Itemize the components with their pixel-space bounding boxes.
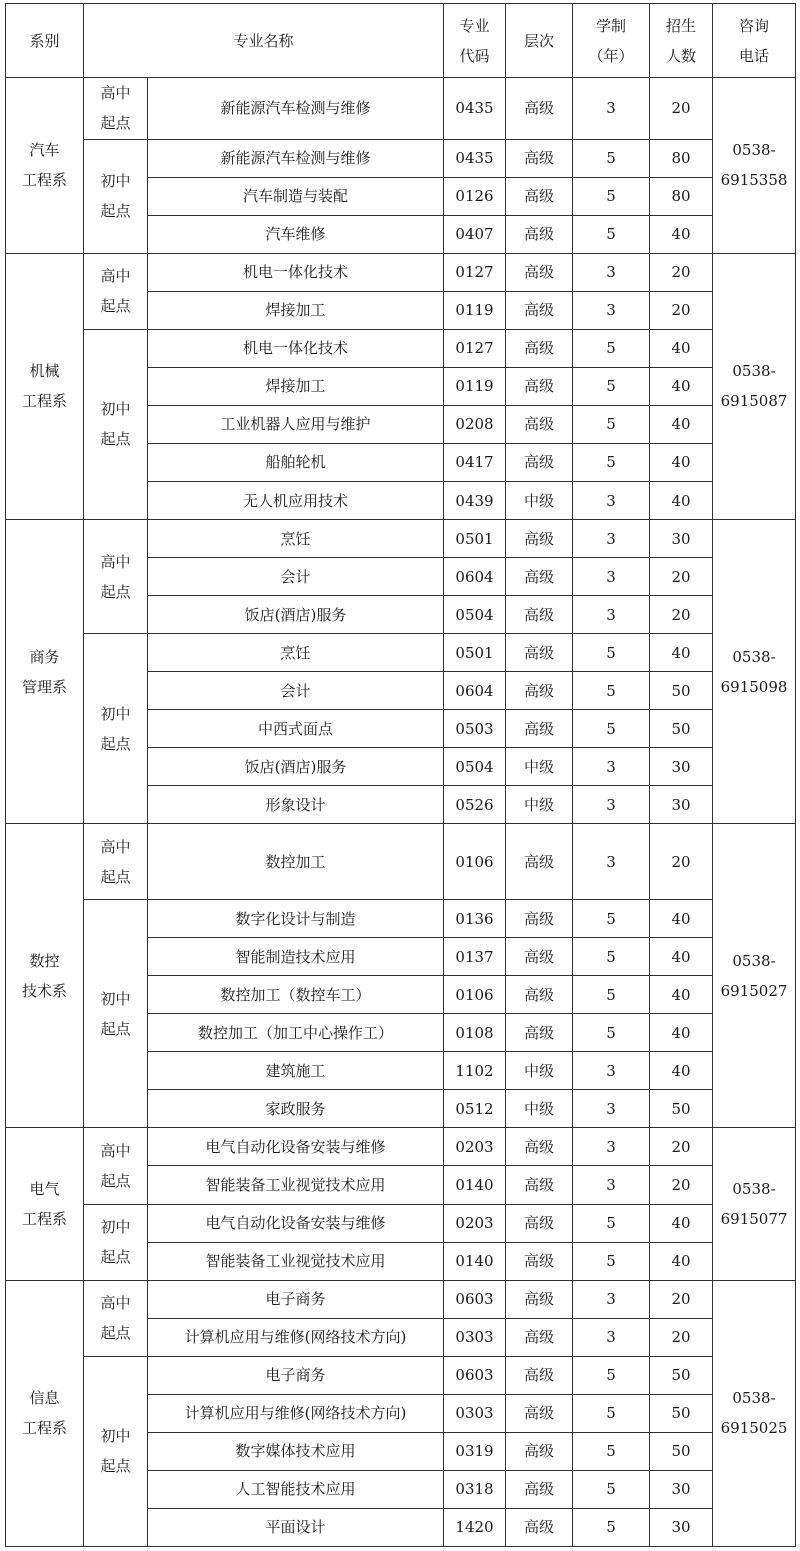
enrollment-quota: 40 xyxy=(650,634,713,672)
enrollment-quota: 20 xyxy=(650,596,713,634)
header-years: 学制 （年） xyxy=(573,4,650,78)
major-code: 0136 xyxy=(444,900,506,938)
table-row xyxy=(6,78,796,140)
major-name: 数控加工（数控车工） xyxy=(148,976,444,1014)
major-code: 0603 xyxy=(444,1356,506,1394)
enrollment-quota: 40 xyxy=(650,976,713,1014)
enrollment-quota: 30 xyxy=(650,1470,713,1508)
major-name: 汽车制造与装配 xyxy=(148,177,444,215)
major-code: 0504 xyxy=(444,748,506,786)
major-name: 数控加工（加工中心操作工） xyxy=(148,1014,444,1052)
admissions-table xyxy=(5,3,796,1547)
training-level: 中级 xyxy=(506,786,573,824)
study-years: 3 xyxy=(573,1128,650,1166)
table-row xyxy=(6,520,796,558)
enrollment-quota: 80 xyxy=(650,177,713,215)
study-years: 3 xyxy=(573,1166,650,1204)
enrollment-quota: 50 xyxy=(650,672,713,710)
training-level: 高级 xyxy=(506,1508,573,1546)
major-name: 汽车维修 xyxy=(148,215,444,253)
study-years: 5 xyxy=(573,405,650,443)
major-code: 0127 xyxy=(444,329,506,367)
major-name: 机电一体化技术 xyxy=(148,329,444,367)
training-level: 高级 xyxy=(506,1166,573,1204)
enrollment-quota: 20 xyxy=(650,253,713,291)
major-code: 0604 xyxy=(444,558,506,596)
training-level: 高级 xyxy=(506,253,573,291)
enrollment-quota: 20 xyxy=(650,824,713,900)
major-code: 0435 xyxy=(444,139,506,177)
table-body xyxy=(6,78,796,1547)
training-level: 中级 xyxy=(506,1090,573,1128)
enrollment-origin: 高中 起点 xyxy=(84,253,148,329)
contact-phone: 0538- 6915077 xyxy=(713,1128,796,1280)
training-level: 高级 xyxy=(506,1318,573,1356)
table-row xyxy=(6,1128,796,1166)
major-name: 家政服务 xyxy=(148,1090,444,1128)
major-code: 0140 xyxy=(444,1242,506,1280)
enrollment-quota: 20 xyxy=(650,1318,713,1356)
training-level: 中级 xyxy=(506,748,573,786)
training-level: 高级 xyxy=(506,1432,573,1470)
enrollment-origin: 高中 起点 xyxy=(84,1280,148,1356)
major-code: 0303 xyxy=(444,1318,506,1356)
study-years: 5 xyxy=(573,900,650,938)
training-level: 高级 xyxy=(506,938,573,976)
major-name: 会计 xyxy=(148,672,444,710)
enrollment-quota: 20 xyxy=(650,1128,713,1166)
major-name: 智能制造技术应用 xyxy=(148,938,444,976)
table-row xyxy=(6,634,796,672)
enrollment-quota: 20 xyxy=(650,291,713,329)
study-years: 5 xyxy=(573,1242,650,1280)
study-years: 3 xyxy=(573,596,650,634)
major-code: 0108 xyxy=(444,1014,506,1052)
major-name: 平面设计 xyxy=(148,1508,444,1546)
training-level: 高级 xyxy=(506,1242,573,1280)
training-level: 高级 xyxy=(506,443,573,481)
enrollment-quota: 50 xyxy=(650,1090,713,1128)
training-level: 高级 xyxy=(506,976,573,1014)
study-years: 5 xyxy=(573,329,650,367)
study-years: 3 xyxy=(573,824,650,900)
study-years: 3 xyxy=(573,748,650,786)
major-name: 电气自动化设备安装与维修 xyxy=(148,1204,444,1242)
major-name: 烹饪 xyxy=(148,634,444,672)
enrollment-quota: 50 xyxy=(650,710,713,748)
major-code: 1102 xyxy=(444,1052,506,1090)
enrollment-quota: 40 xyxy=(650,1204,713,1242)
department-name: 商务 管理系 xyxy=(6,520,84,824)
major-name: 数字媒体技术应用 xyxy=(148,1432,444,1470)
major-code: 1420 xyxy=(444,1508,506,1546)
study-years: 5 xyxy=(573,634,650,672)
major-name: 中西式面点 xyxy=(148,710,444,748)
training-level: 高级 xyxy=(506,1204,573,1242)
training-level: 高级 xyxy=(506,1394,573,1432)
major-code: 0604 xyxy=(444,672,506,710)
major-name: 计算机应用与维修(网络技术方向) xyxy=(148,1318,444,1356)
major-name: 人工智能技术应用 xyxy=(148,1470,444,1508)
study-years: 3 xyxy=(573,1090,650,1128)
study-years: 5 xyxy=(573,1432,650,1470)
enrollment-quota: 30 xyxy=(650,1508,713,1546)
major-name: 智能装备工业视觉技术应用 xyxy=(148,1242,444,1280)
enrollment-quota: 30 xyxy=(650,786,713,824)
training-level: 高级 xyxy=(506,139,573,177)
major-name: 新能源汽车检测与维修 xyxy=(148,139,444,177)
table-row xyxy=(6,900,796,938)
study-years: 5 xyxy=(573,672,650,710)
enrollment-quota: 40 xyxy=(650,900,713,938)
study-years: 3 xyxy=(573,1052,650,1090)
study-years: 5 xyxy=(573,215,650,253)
major-code: 0407 xyxy=(444,215,506,253)
major-code: 0106 xyxy=(444,824,506,900)
study-years: 5 xyxy=(573,177,650,215)
study-years: 5 xyxy=(573,1356,650,1394)
major-code: 0203 xyxy=(444,1204,506,1242)
table-row xyxy=(6,253,796,291)
table-row xyxy=(6,1280,796,1318)
enrollment-quota: 40 xyxy=(650,215,713,253)
major-name: 船舶轮机 xyxy=(148,443,444,481)
enrollment-origin: 初中 起点 xyxy=(84,1204,148,1280)
major-code: 0126 xyxy=(444,177,506,215)
major-code: 0106 xyxy=(444,976,506,1014)
major-code: 0417 xyxy=(444,443,506,481)
study-years: 5 xyxy=(573,1470,650,1508)
table-row xyxy=(6,824,796,900)
enrollment-quota: 40 xyxy=(650,443,713,481)
enrollment-origin: 初中 起点 xyxy=(84,1356,148,1546)
major-name: 数控加工 xyxy=(148,824,444,900)
enrollment-quota: 20 xyxy=(650,558,713,596)
header-level: 层次 xyxy=(506,4,573,78)
study-years: 3 xyxy=(573,482,650,520)
enrollment-quota: 50 xyxy=(650,1356,713,1394)
table-row xyxy=(6,329,796,367)
header-dept: 系别 xyxy=(6,4,84,78)
major-code: 0439 xyxy=(444,482,506,520)
contact-phone: 0538- 6915027 xyxy=(713,824,796,1128)
enrollment-quota: 50 xyxy=(650,1432,713,1470)
enrollment-origin: 高中 起点 xyxy=(84,824,148,900)
major-code: 0504 xyxy=(444,596,506,634)
study-years: 3 xyxy=(573,558,650,596)
study-years: 5 xyxy=(573,1204,650,1242)
study-years: 5 xyxy=(573,1014,650,1052)
study-years: 5 xyxy=(573,938,650,976)
contact-phone: 0538- 6915098 xyxy=(713,520,796,824)
enrollment-origin: 高中 起点 xyxy=(84,78,148,140)
training-level: 中级 xyxy=(506,482,573,520)
enrollment-quota: 50 xyxy=(650,1394,713,1432)
enrollment-quota: 40 xyxy=(650,482,713,520)
major-code: 0203 xyxy=(444,1128,506,1166)
study-years: 5 xyxy=(573,1394,650,1432)
enrollment-quota: 20 xyxy=(650,78,713,140)
study-years: 3 xyxy=(573,1280,650,1318)
major-code: 0127 xyxy=(444,253,506,291)
enrollment-origin: 初中 起点 xyxy=(84,900,148,1128)
contact-phone: 0538- 6915358 xyxy=(713,78,796,254)
study-years: 3 xyxy=(573,1318,650,1356)
training-level: 高级 xyxy=(506,1280,573,1318)
major-name: 机电一体化技术 xyxy=(148,253,444,291)
table-row xyxy=(6,1204,796,1242)
training-level: 高级 xyxy=(506,1470,573,1508)
training-level: 高级 xyxy=(506,710,573,748)
major-code: 0137 xyxy=(444,938,506,976)
training-level: 高级 xyxy=(506,596,573,634)
major-code: 0503 xyxy=(444,710,506,748)
training-level: 高级 xyxy=(506,177,573,215)
enrollment-origin: 高中 起点 xyxy=(84,520,148,634)
study-years: 5 xyxy=(573,139,650,177)
enrollment-quota: 40 xyxy=(650,1242,713,1280)
enrollment-quota: 40 xyxy=(650,405,713,443)
training-level: 高级 xyxy=(506,1014,573,1052)
training-level: 高级 xyxy=(506,291,573,329)
major-name: 会计 xyxy=(148,558,444,596)
major-code: 0119 xyxy=(444,291,506,329)
major-name: 新能源汽车检测与维修 xyxy=(148,78,444,140)
enrollment-quota: 20 xyxy=(650,1166,713,1204)
training-level: 高级 xyxy=(506,672,573,710)
enrollment-origin: 初中 起点 xyxy=(84,634,148,824)
major-name: 电气自动化设备安装与维修 xyxy=(148,1128,444,1166)
major-code: 0303 xyxy=(444,1394,506,1432)
enrollment-quota: 30 xyxy=(650,520,713,558)
department-name: 信息 工程系 xyxy=(6,1280,84,1546)
enrollment-quota: 80 xyxy=(650,139,713,177)
study-years: 5 xyxy=(573,710,650,748)
major-code: 0526 xyxy=(444,786,506,824)
header-quota: 招生 人数 xyxy=(650,4,713,78)
table-row xyxy=(6,139,796,177)
major-code: 0435 xyxy=(444,78,506,140)
major-name: 饭店(酒店)服务 xyxy=(148,748,444,786)
enrollment-quota: 40 xyxy=(650,329,713,367)
major-name: 焊接加工 xyxy=(148,291,444,329)
enrollment-origin: 初中 起点 xyxy=(84,329,148,519)
major-code: 0501 xyxy=(444,520,506,558)
study-years: 3 xyxy=(573,78,650,140)
training-level: 高级 xyxy=(506,215,573,253)
enrollment-origin: 高中 起点 xyxy=(84,1128,148,1204)
enrollment-quota: 40 xyxy=(650,938,713,976)
study-years: 3 xyxy=(573,520,650,558)
training-level: 高级 xyxy=(506,78,573,140)
enrollment-origin: 初中 起点 xyxy=(84,139,148,253)
training-level: 高级 xyxy=(506,558,573,596)
major-name: 电子商务 xyxy=(148,1356,444,1394)
study-years: 3 xyxy=(573,253,650,291)
major-name: 烹饪 xyxy=(148,520,444,558)
major-code: 0318 xyxy=(444,1470,506,1508)
study-years: 5 xyxy=(573,976,650,1014)
department-name: 机械 工程系 xyxy=(6,253,84,519)
department-name: 汽车 工程系 xyxy=(6,78,84,254)
major-code: 0603 xyxy=(444,1280,506,1318)
study-years: 5 xyxy=(573,1508,650,1546)
contact-phone: 0538- 6915025 xyxy=(713,1280,796,1546)
enrollment-quota: 20 xyxy=(650,1280,713,1318)
training-level: 高级 xyxy=(506,824,573,900)
header-code: 专业 代码 xyxy=(444,4,506,78)
header-phone: 咨询 电话 xyxy=(713,4,796,78)
study-years: 5 xyxy=(573,367,650,405)
enrollment-quota: 30 xyxy=(650,748,713,786)
major-code: 0319 xyxy=(444,1432,506,1470)
major-code: 0512 xyxy=(444,1090,506,1128)
enrollment-quota: 40 xyxy=(650,1014,713,1052)
major-code: 0140 xyxy=(444,1166,506,1204)
major-name: 电子商务 xyxy=(148,1280,444,1318)
table-row xyxy=(6,1356,796,1394)
major-code: 0119 xyxy=(444,367,506,405)
training-level: 高级 xyxy=(506,367,573,405)
training-level: 高级 xyxy=(506,1128,573,1166)
major-name: 饭店(酒店)服务 xyxy=(148,596,444,634)
training-level: 高级 xyxy=(506,329,573,367)
study-years: 3 xyxy=(573,291,650,329)
major-name: 焊接加工 xyxy=(148,367,444,405)
training-level: 高级 xyxy=(506,1356,573,1394)
contact-phone: 0538- 6915087 xyxy=(713,253,796,519)
enrollment-quota: 40 xyxy=(650,367,713,405)
study-years: 3 xyxy=(573,786,650,824)
major-name: 建筑施工 xyxy=(148,1052,444,1090)
training-level: 高级 xyxy=(506,900,573,938)
training-level: 高级 xyxy=(506,405,573,443)
major-code: 0208 xyxy=(444,405,506,443)
major-name: 智能装备工业视觉技术应用 xyxy=(148,1166,444,1204)
header-row xyxy=(6,4,796,78)
major-name: 计算机应用与维修(网络技术方向) xyxy=(148,1394,444,1432)
training-level: 高级 xyxy=(506,634,573,672)
major-name: 形象设计 xyxy=(148,786,444,824)
major-name: 工业机器人应用与维护 xyxy=(148,405,444,443)
enrollment-quota: 40 xyxy=(650,1052,713,1090)
department-name: 数控 技术系 xyxy=(6,824,84,1128)
header-major: 专业名称 xyxy=(84,4,444,78)
training-level: 中级 xyxy=(506,1052,573,1090)
major-code: 0501 xyxy=(444,634,506,672)
study-years: 5 xyxy=(573,443,650,481)
major-name: 数字化设计与制造 xyxy=(148,900,444,938)
major-name: 无人机应用技术 xyxy=(148,482,444,520)
training-level: 高级 xyxy=(506,520,573,558)
department-name: 电气 工程系 xyxy=(6,1128,84,1280)
